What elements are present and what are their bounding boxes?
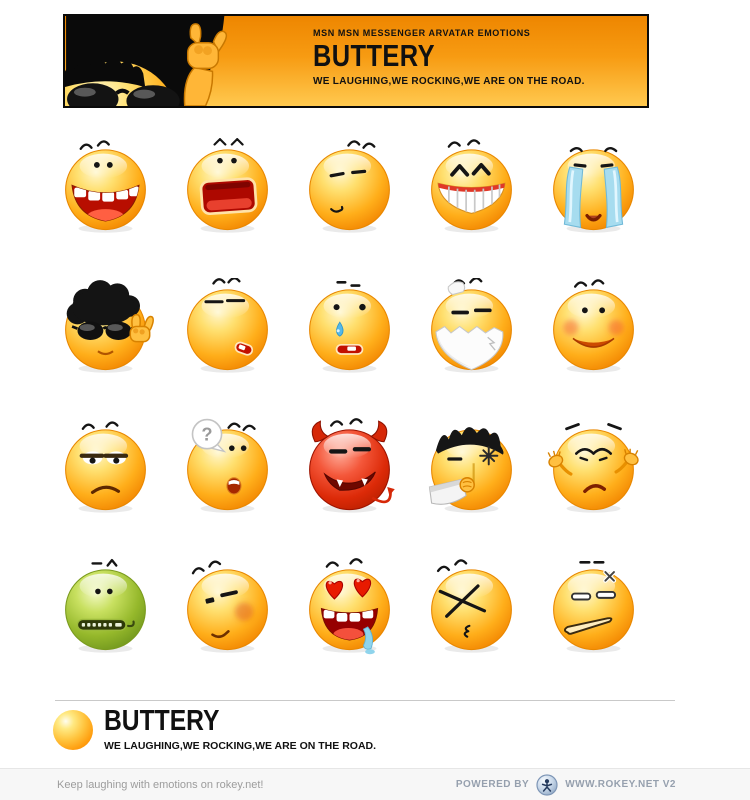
emoticon-shouting [166, 116, 288, 256]
sweat-emoticon-art [301, 278, 398, 375]
emoticon-blushing [532, 256, 654, 396]
laughing-emoticon-art [57, 138, 154, 235]
emoticon-proud [166, 256, 288, 396]
svg-text:?: ? [200, 423, 213, 445]
emoticon-annoyed [532, 536, 654, 676]
grinning-emoticon-art [423, 138, 520, 235]
emoticon-smirk [166, 536, 288, 676]
inlove-emoticon-art [301, 558, 398, 655]
emoticon-grumpy [44, 396, 166, 536]
proud-emoticon-art [179, 278, 276, 375]
emoticon-hatching [410, 256, 532, 396]
emoticon-sick [44, 536, 166, 676]
emoticon-devil [288, 396, 410, 536]
emoticon-confused [166, 396, 288, 536]
crying-emoticon-art [545, 138, 642, 235]
emoticon-crying [532, 116, 654, 256]
emoticon-laughing [44, 116, 166, 256]
site-link[interactable]: WWW.ROKEY.NET V2 [565, 779, 676, 790]
hatching-emoticon-art [423, 278, 520, 375]
footer [53, 707, 376, 752]
footer-divider [55, 700, 675, 701]
emoticon-rocker [44, 256, 166, 396]
bottom-note: Keep laughing with emotions on rokey.net! [57, 778, 264, 791]
annoyed-emoticon-art [545, 558, 642, 655]
smug-emoticon-art [301, 138, 398, 235]
shouting-emoticon-art [179, 138, 276, 235]
credits [456, 774, 676, 796]
footer-title: BUTTERY [104, 705, 220, 737]
grumpy-emoticon-art [57, 418, 154, 515]
squeezed-emoticon-art [423, 558, 520, 655]
blushing-emoticon-art [545, 278, 642, 375]
shrug-emoticon-art [545, 418, 642, 515]
devil-emoticon-art [301, 418, 398, 515]
emoticon-stabbing [410, 396, 532, 536]
stabbing-emoticon-art [423, 418, 520, 515]
banner-tagline: WE LAUGHING,WE ROCKING,WE ARE ON THE ROAD. [313, 75, 585, 87]
bottom-bar [0, 768, 750, 800]
footer-tagline: WE LAUGHING,WE ROCKING,WE ARE ON THE ROAD. [104, 740, 377, 752]
rokey-figure-icon [536, 774, 558, 796]
rocker-emoticon-art [57, 278, 154, 375]
emoticon-inlove [288, 536, 410, 676]
emoticon-grid [44, 116, 664, 676]
emoticon-shrug [532, 396, 654, 536]
header-banner [63, 14, 649, 108]
emoticon-sweat [288, 256, 410, 396]
emoticon-grinning [410, 116, 532, 256]
confused-emoticon-art [179, 418, 276, 515]
powered-by-label: POWERED BY [455, 779, 530, 790]
sick-emoticon-art [57, 558, 154, 655]
banner-kicker: MSN MSN MESSENGER ARVATAR EMOTIONS [313, 28, 531, 38]
banner-title: BUTTERY [313, 38, 435, 73]
orange-ball-icon [53, 710, 93, 750]
smirk-emoticon-art [179, 558, 276, 655]
emoticon-smug [288, 116, 410, 256]
rocker-character-art [65, 16, 260, 106]
emoticon-squeezed [410, 536, 532, 676]
